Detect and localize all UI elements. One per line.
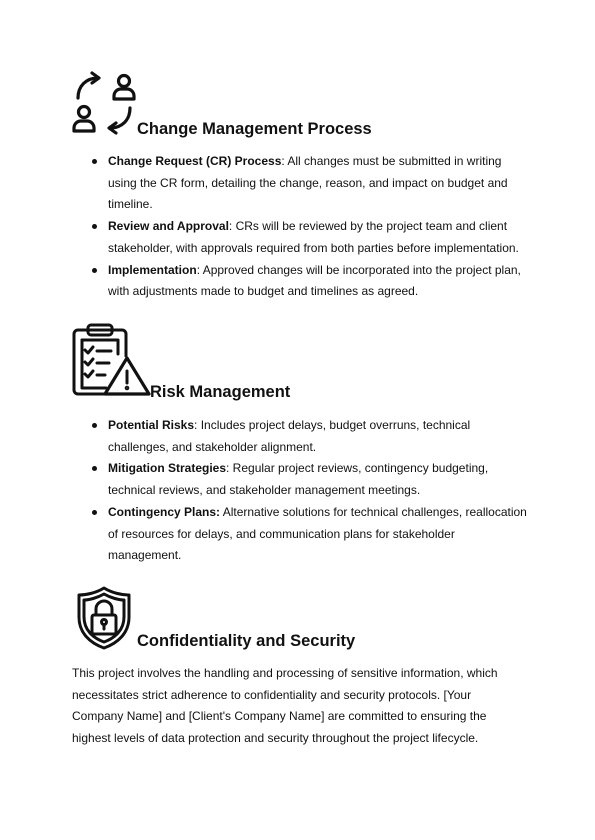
list-item-text: : Regular project reviews, contingency budgeting, technical reviews, and stakeholder management meetings. (108, 461, 489, 498)
list-item-title: Change Request (CR) Process (108, 154, 282, 168)
shield-lock-icon (76, 585, 132, 651)
list-item (108, 458, 528, 501)
list-item-text: : Approved changes will be incorporated into the project plan, with adjustments made to budget and timelines as agreed. (108, 262, 521, 299)
list-item-title: Mitigation Strategies (108, 461, 227, 476)
risk-management-list (108, 415, 528, 567)
list-item-text: : CRs will be reviewed by the project team and client stakeholder, with approvals required from both parties before implementation. (108, 219, 519, 255)
list-item-text: : All changes must be submitted in writing using the CR form, detailing the change, reason, and impact on budget and timeline. (108, 154, 508, 212)
list-item (108, 260, 528, 303)
list-item-title: Potential Risks (108, 418, 195, 432)
list-item (108, 415, 528, 458)
change-people-arrows-icon (72, 70, 138, 136)
list-item-title: Review and Approval (108, 219, 229, 234)
list-item-text: Alternative solutions for technical challenges, reallocation of resources for delays, and communication plans for stakeholder management. (108, 504, 527, 563)
clipboard-warning-icon (72, 322, 152, 398)
security-heading: Confidentiality and Security (137, 632, 356, 650)
change-management-list (108, 151, 528, 303)
list-item-text: : Includes project delays, budget overruns, technical challenges, and stakeholder alignment. (108, 418, 471, 454)
list-item (108, 502, 528, 567)
risk-management-heading: Risk Management (150, 383, 291, 401)
list-item (108, 151, 528, 216)
change-management-heading: Change Management Process (137, 120, 372, 138)
security-paragraph: This project involves the handling and processing of sensitive information, which necessitates strict adherence to confidentiality and security protocols. [Your Company Name] and [Client's Company Name] are committed to ensuring the highest levels of data protection and security throughout the project lifecycle. (72, 666, 498, 746)
list-item (108, 216, 528, 259)
list-item-title: Implementation (108, 262, 197, 277)
list-item-title: Contingency Plans: (108, 504, 221, 519)
